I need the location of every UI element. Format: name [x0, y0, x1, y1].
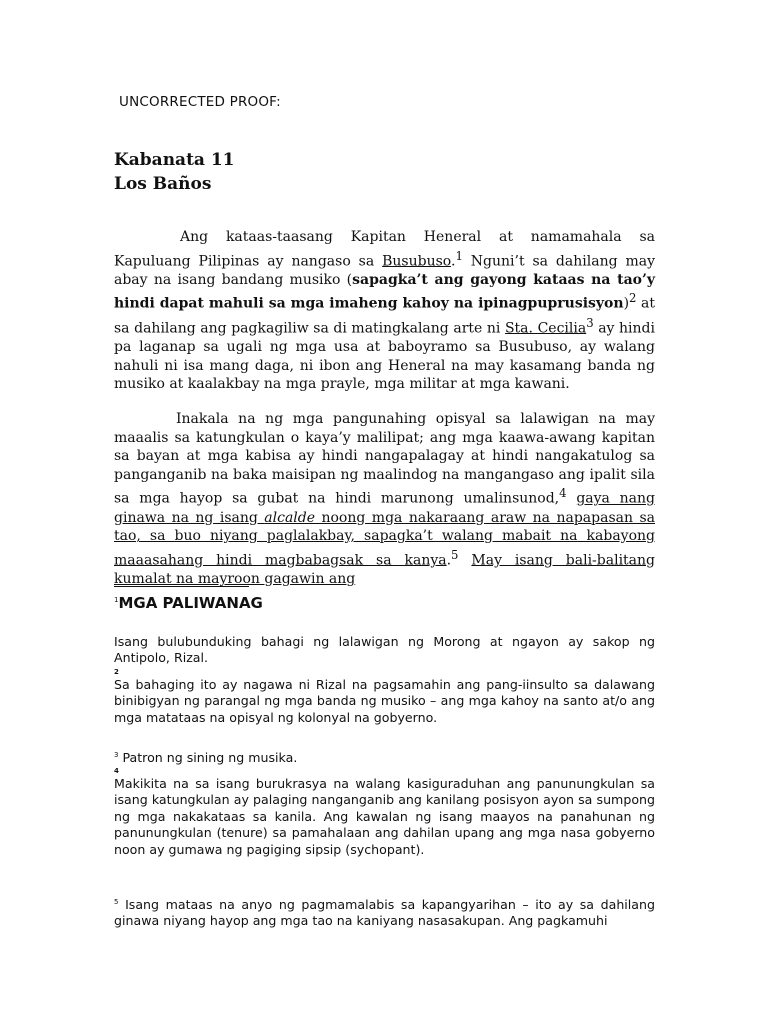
paragraph-2	[114, 410, 655, 589]
place-link-busubuso[interactable]: Busubuso	[382, 253, 451, 270]
text: )	[623, 296, 630, 313]
paragraph-1	[114, 228, 655, 394]
text: at sa dahilang ang pagkagiliw sa di matingkalang arte ni	[114, 296, 655, 337]
footnote-1	[114, 634, 655, 667]
footnote-mark-1: 1	[114, 596, 119, 604]
proof-label: UNCORRECTED PROOF:	[119, 94, 281, 110]
footnote-text: Patron ng sining ng musika.	[122, 750, 298, 765]
text: ay hindi pa laganap sa ugali ng mga usa at baboyramo sa Busubuso, ay walang nahuli ni isa mang daga, ni ibon ang Heneral na may kasamang banda ng musiko at kaalakbay na mga prayle, mga militar at mga kawani.	[114, 320, 655, 393]
chapter-heading	[114, 148, 235, 196]
text: gaya nang ginawa na ng isang	[114, 491, 656, 526]
footnote-text: Makikita na sa isang burukrasya na walang kasiguraduhan ang panunungkulan sa isang katungkulan ay palaging nanganganib ang kanilang posisyon ayon sa sumpong ng mga nakakataas sa kanila. Ang kawalan ng isang maayos na panahunan ng panunungkulan (tenure) sa pamahalaan ang dahilan upang ang mga nasa gobyerno noon ay gumawa ng pagiging sipsip (sychopant).	[114, 776, 655, 857]
footnotes-heading	[114, 594, 263, 612]
footnote-separator	[114, 586, 249, 587]
text: .	[446, 552, 452, 569]
footnote-ref-5[interactable]: 5	[451, 547, 459, 562]
bold-text: sapagka’t ang gayong kataas na tao’y hindi dapat mahuli sa mga imaheng kahoy na ipinagpuprusisyon	[114, 271, 655, 313]
footnote-4	[114, 767, 655, 858]
footnote-mark-2: 2	[114, 668, 119, 676]
underlined-text: May isang bali-balitang kumalat na mayroon gagawin ang	[114, 552, 655, 588]
footnote-text: Isang mataas na anyo ng pagmamalabis sa kapangyarihan – ito ay sa dahilang ginawa niyang hayop ang mga tao na kaniyang nasasakupan. Ang pagkamuhi	[114, 897, 655, 929]
footnote-ref-1[interactable]: 1	[455, 248, 463, 263]
footnote-ref-2[interactable]: 2	[629, 291, 637, 306]
footnote-5	[114, 897, 655, 930]
footnote-text: Isang bulubunduking bahagi ng lalawigan ng Morong at ngayon ay sakop ng Antipolo, Rizal.	[114, 634, 655, 666]
footnote-mark-3: 3	[114, 751, 119, 759]
text: .	[450, 253, 456, 270]
footnote-ref-4[interactable]: 4	[559, 486, 567, 501]
italic-text: alcalde	[264, 509, 316, 526]
chapter-title: Los Baños	[114, 174, 212, 194]
footnote-3	[114, 750, 655, 766]
text: Ang kataas-taasang Kapitan Heneral at namamahala sa Kapuluang Pilipinas ay nangaso sa	[114, 229, 655, 270]
footnote-mark-4: 4	[114, 767, 119, 775]
name-link-sta-cecilia[interactable]: Sta. Cecilia	[504, 320, 587, 337]
footnote-ref-3[interactable]: 3	[586, 315, 594, 330]
footnote-text: Sa bahaging ito ay nagawa ni Rizal na pagsamahin ang pang-iinsulto sa dalawang binibigyan ng parangal ng mga banda ng musiko – ang mga kahoy na santo at/o ang mga matataas na opisyal ng kolonyal na gobyerno.	[114, 677, 655, 725]
text: Inakala na ng mga pangunahing opisyal sa lalawigan na may maaalis sa katungkulan o kaya’y malilipat; ang mga kaawa-awang kapitan sa bayan at mga kabisa ay hindi nangapalagay at hindi nangakatulog sa panganganib na baka maisipan ng maalindog na mangangaso ang ipalit sila sa mga hayop sa gubat na hindi marunong umalinsunod,	[114, 411, 655, 508]
text: noong mga nakaraang araw na napapasan sa tao, sa buo niyang paglalakbay, sapagka’t walang mabait na kabayong maaasahang hindi magbabagsak sa kanya	[114, 509, 655, 569]
footnote-mark-5: 5	[114, 898, 119, 906]
footnote-2	[114, 668, 655, 726]
chapter-number: Kabanata 11	[114, 150, 235, 170]
text: Nguni’t sa dahilang may abay na isang bandang musiko (	[114, 253, 655, 288]
heading-text: MGA PALIWANAG	[118, 594, 263, 612]
